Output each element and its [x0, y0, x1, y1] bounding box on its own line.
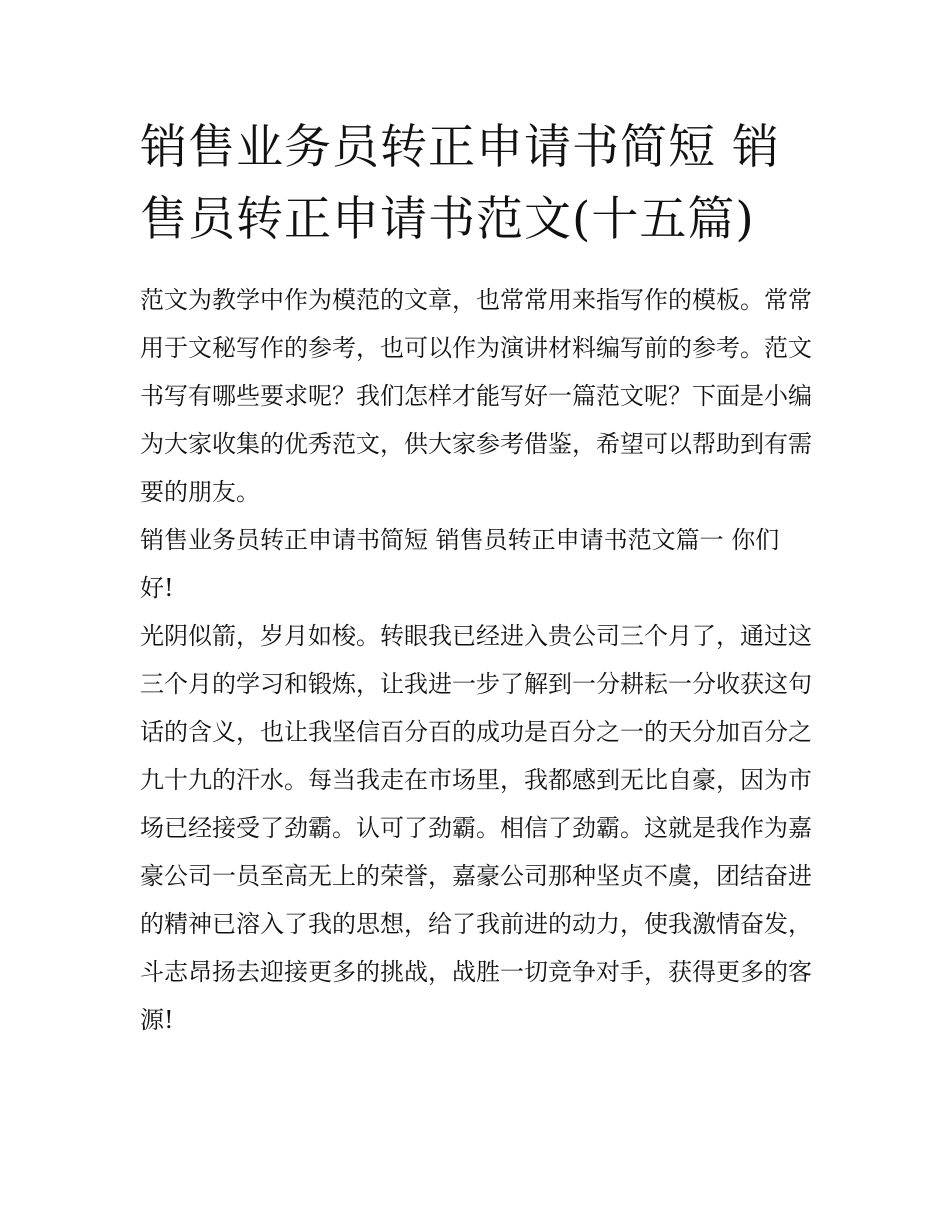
- document-body: [140, 276, 812, 1044]
- main-paragraph: 光阴似箭，岁月如梭。转眼我已经进入贵公司三个月了，通过这三个月的学习和锻炼，让我进一步了解到一分耕耘一分收获这句话的含义，也让我坚信百分百的成功是百分之一的天分加百分之九十九的汗水。每当我走在市场里，我都感到无比自豪，因为市场已经接受了劲霸。认可了劲霸。相信了劲霸。这就是我作为嘉豪公司一员至高无上的荣誉，嘉豪公司那种坚贞不虞，团结奋进的精神已溶入了我的思想，给了我前进的动力，使我激情奋发，斗志昂扬去迎接更多的挑战，战胜一切竞争对手，获得更多的客源!: [140, 622, 812, 1034]
- intro-paragraph: 范文为教学中作为模范的文章，也常常用来指写作的模板。常常用于文秘写作的参考，也可以作为演讲材料编写前的参考。范文书写有哪些要求呢？我们怎样才能写好一篇范文呢？下面是小编为大家收集的优秀范文，供大家参考借鉴，希望可以帮助到有需要的朋友。: [140, 286, 812, 506]
- document-title: 销售业务员转正申请书简短 销售员转正申请书范文(十五篇): [140, 120, 780, 247]
- document-content: [140, 112, 812, 1044]
- section-heading-paragraph: 销售业务员转正申请书简短 销售员转正申请书范文篇一 你们好!: [140, 526, 780, 602]
